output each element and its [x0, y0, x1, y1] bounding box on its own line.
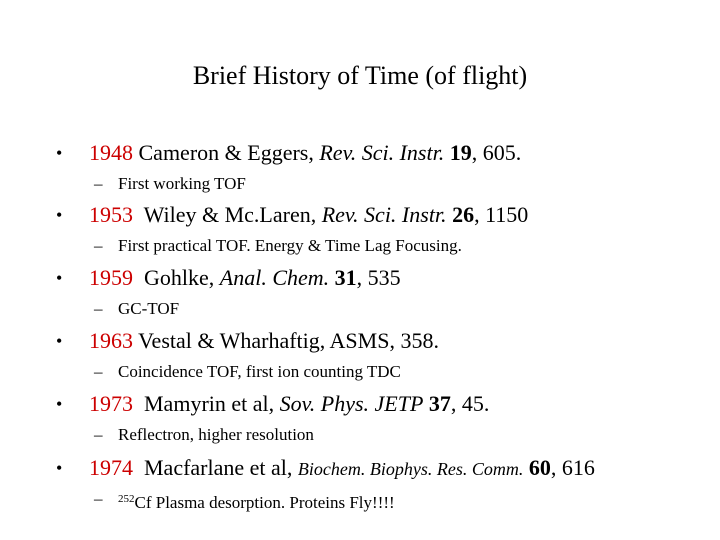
entry-journal: Biochem. Biophys. Res. Comm. [297, 459, 524, 479]
entry-journal: Rev. Sci. Instr. [319, 140, 445, 165]
bullet-icon: • [56, 394, 63, 414]
entry-year: 1953 [89, 202, 133, 227]
entry-volume: 37 [428, 391, 451, 416]
entry-pages: , 1150 [474, 202, 529, 227]
entry-note: Cf Plasma desorption. Proteins Fly!!!! [134, 493, 395, 512]
entry-authors: Cameron & Eggers, [138, 140, 314, 165]
dash-icon: – [94, 236, 103, 255]
entry-pages: , 535 [356, 265, 401, 290]
slide-title: Brief History of Time (of flight) [192, 61, 528, 90]
entry-year: 1974 [89, 455, 133, 480]
entry-pages: , 45. [450, 391, 490, 416]
bullet-icon: • [56, 205, 63, 225]
entry-note: Coincidence TOF, first ion counting TDC [118, 362, 401, 381]
entry-authors: Vestal & Wharhaftig, ASMS, 358. [138, 328, 439, 353]
bullet-icon: • [56, 268, 63, 288]
entry-note: GC-TOF [118, 299, 180, 318]
bullet-icon: • [56, 143, 63, 163]
dash-icon: – [94, 425, 103, 444]
isotope-superscript: 252 [118, 493, 135, 505]
entry-pages: , 605. [471, 140, 522, 165]
bullet-icon: • [56, 458, 63, 478]
entry-volume: 19 [449, 140, 472, 165]
entry-volume: 31 [334, 265, 357, 290]
entry-note: First working TOF [118, 174, 246, 193]
entry-authors: Wiley & Mc.Laren, [143, 202, 317, 227]
entry-year: 1973 [89, 391, 133, 416]
entry-authors: Mamyrin et al, [144, 391, 275, 416]
entry-volume: 26 [452, 202, 475, 227]
entry-authors: Macfarlane et al, [144, 455, 293, 480]
dash-icon: – [94, 299, 103, 318]
entry-volume: 60 [528, 455, 551, 480]
entry-journal: Sov. Phys. JETP [279, 391, 424, 416]
entry-note: First practical TOF. Energy & Time Lag Focusing. [118, 236, 462, 255]
entry-note: Reflectron, higher resolution [118, 425, 314, 444]
entry-pages: , 616 [550, 455, 595, 480]
entry-year: 1959 [89, 265, 133, 290]
entry-authors: Gohlke, [144, 265, 215, 290]
entry-journal: Rev. Sci. Instr. [321, 202, 447, 227]
bullet-icon: • [56, 331, 63, 351]
entry-year: 1948 [89, 140, 133, 165]
dash-icon: – [94, 362, 103, 381]
entry-year: 1963 [89, 328, 133, 353]
dash-icon: – [94, 174, 103, 193]
entry-journal: Anal. Chem. [219, 265, 330, 290]
dash-icon: – [94, 489, 103, 508]
